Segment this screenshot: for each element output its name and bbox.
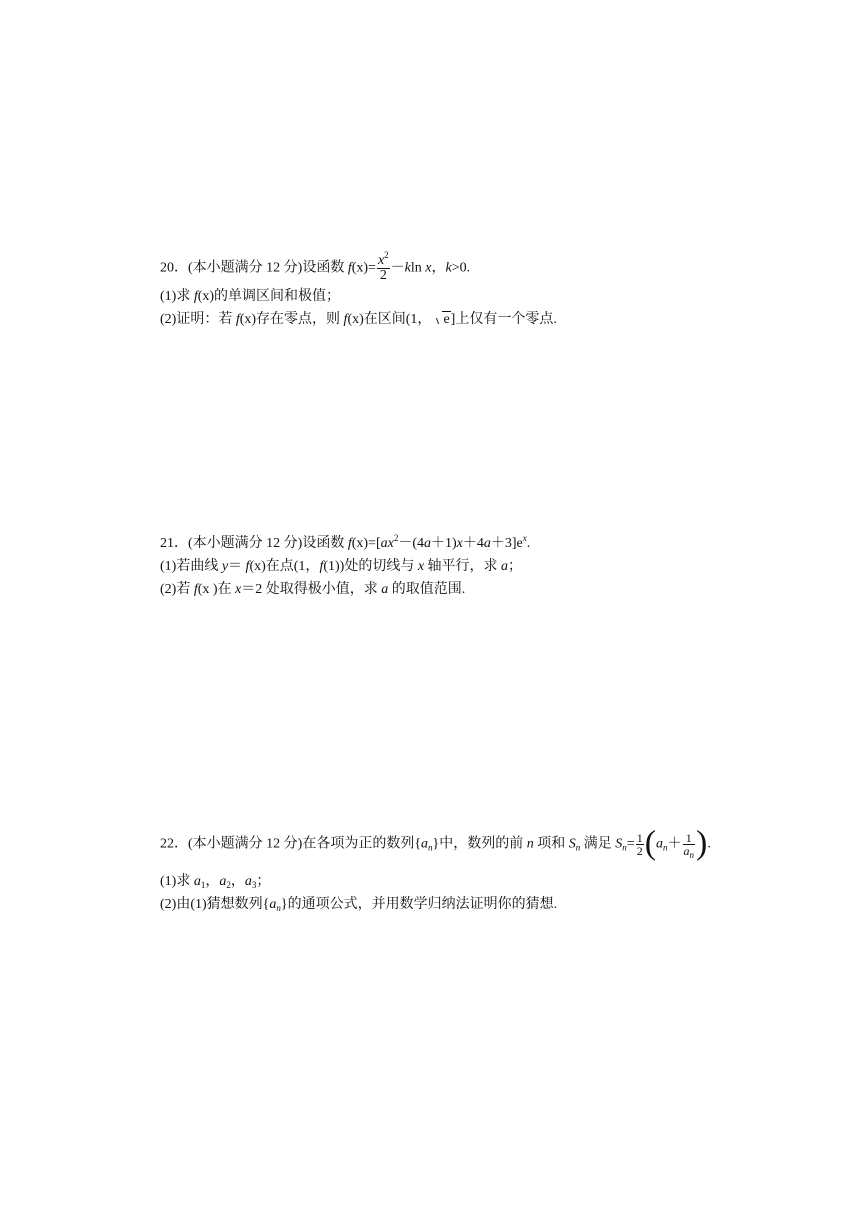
left-paren: ( [644,824,657,862]
q22-title: 22．(本小题满分 12 分)在各项为正的数列$\{a_n\}$中，数列的前 n 项和 $S_n$ 满足 $S_n=$ $\frac{1}{2}$ ($a_n+$ $\frac{1}{a_n}$ ). [160,824,711,862]
q21-part1: (1)若曲线 y＝ f(x)在点(1，f(1))处的切线与 x 轴平行，求 a； [160,559,523,574]
q22-part1: (1)求 $a_1$，$a_2$，$a_3$； [160,874,271,890]
right-paren: ) [696,824,708,862]
q21-title: 21．(本小题满分 12 分)设函数 $f(x)=[ax^2-(4a+1)x+4a+3]e^x$. [160,533,531,551]
q20-part1: (1)求 f(x)的单调区间和极值； [160,289,341,304]
reciprocal-fraction: $\frac{1}{a_n}$ [683,831,695,860]
q20-fraction: $\frac{x^2}{2}$ [377,250,389,283]
q22-part2: (2)由(1)猜想数列$\{a_n\}$的通项公式，并用数学归纳法证明你的猜想. [160,897,558,913]
sqrt-e: e [433,311,450,329]
half-fraction: $\frac{1}{2}$ [636,831,643,858]
q21-part2: (2)若 f(x )在 x＝2 处取得极小值，求 a 的取值范围. [160,582,466,597]
q20-part2: (2)证明：若 f(x)存在零点，则 f(x)在区间(1， e]上仅有一个零点. [160,312,557,327]
q20-title: 20．(本小题满分 12 分)设函数 f(x)= $\frac{x^2}{2}$ －kln x，k>0. [160,250,471,283]
